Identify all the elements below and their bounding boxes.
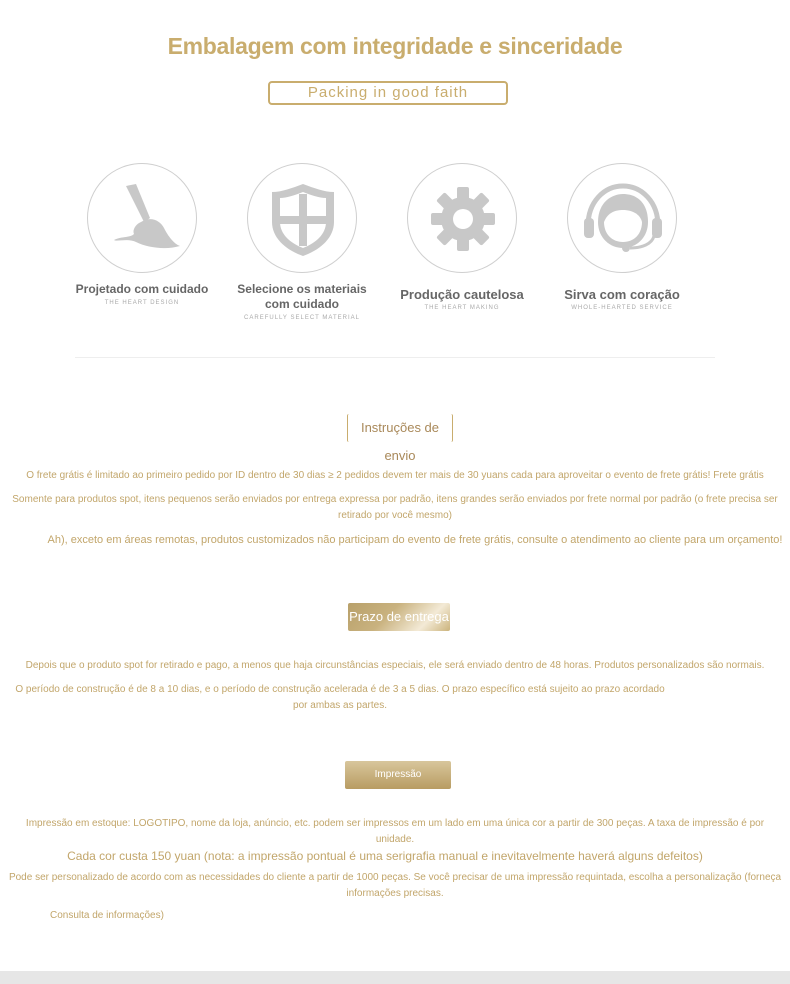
- footer-bar: [0, 971, 790, 984]
- feature-subtitle: THE HEART DESIGN: [104, 300, 180, 306]
- feature-design: [67, 163, 217, 306]
- subtitle-badge: Packing in good faith: [268, 81, 508, 105]
- feature-circle: [87, 163, 197, 273]
- delivery-time-label: Prazo de entrega: [348, 603, 450, 631]
- printing-line-4: Consulta de informações): [50, 910, 164, 921]
- feature-subtitle: CAREFULLY SELECT MATERIAL: [244, 315, 360, 321]
- shipping-line-1: O frete grátis é limitado ao primeiro pedido por ID dentro de 30 dias ≥ 2 pedidos devem ter mais de 30 yuans cada para aproveitar o evento de frete grátis! Frete grátis: [26, 470, 764, 481]
- feature-circle: [247, 163, 357, 273]
- feature-title: Selecione os materiais com cuidado: [237, 282, 367, 311]
- feature-service: [547, 163, 697, 311]
- feature-title: Projetado com cuidado: [75, 282, 209, 296]
- feature-subtitle: WHOLE-HEARTED SERVICE: [571, 305, 673, 311]
- delivery-line-2: O período de construção é de 8 a 10 dias, e o período de construção acelerada é de 3 a 5 dias. O prazo específico está sujeito ao prazo acordado por ambas as partes.: [15, 684, 665, 711]
- printing-line-2: Cada cor custa 150 yuan (nota: a impressão pontual é uma serigrafia manual e inevitavelmente haverá alguns defeitos): [67, 849, 703, 863]
- printing-line-3: Pode ser personalizado de acordo com as necessidades do cliente a partir de 1000 peças. Se você precisar de uma impressão requintada, escolha a personalização (forneça informações precisas.: [8, 872, 782, 899]
- shipping-instructions-label: Instruções de envio: [347, 414, 453, 442]
- shipping-line-3: Ah), exceto em áreas remotas, produtos customizados não participam do evento de frete grátis, consulte o atendimento ao cliente para um orçamento!: [47, 534, 783, 546]
- feature-circle: [407, 163, 517, 273]
- feature-making: [387, 163, 537, 311]
- delivery-line-1: Depois que o produto spot for retirado e pago, a menos que haja circunstâncias especiais, ele será enviado dentro de 48 horas. Produtos personalizados são normais.: [25, 660, 765, 671]
- section-divider: [75, 357, 715, 358]
- feature-material: [227, 163, 377, 321]
- shipping-line-2: Somente para produtos spot, itens pequenos serão enviados por entrega expressa por padrão, itens grandes serão enviados por frete normal por padrão (o frete precisa ser retirado por você mesmo): [12, 494, 778, 521]
- page-title: Embalagem com integridade e sinceridade: [167, 33, 623, 59]
- custom-printing-label: Impressão personalizada: [345, 761, 451, 789]
- feature-title: Sirva com coração: [564, 287, 680, 302]
- feature-title: Produção cautelosa: [400, 287, 524, 302]
- feature-subtitle: THE HEART MAKING: [424, 305, 500, 311]
- feature-circle: [567, 163, 677, 273]
- printing-line-1: Impressão em estoque: LOGOTIPO, nome da loja, anúncio, etc. podem ser impressos em um lado em uma única cor a partir de 300 peças. A taxa de impressão é por unidade.: [25, 818, 765, 845]
